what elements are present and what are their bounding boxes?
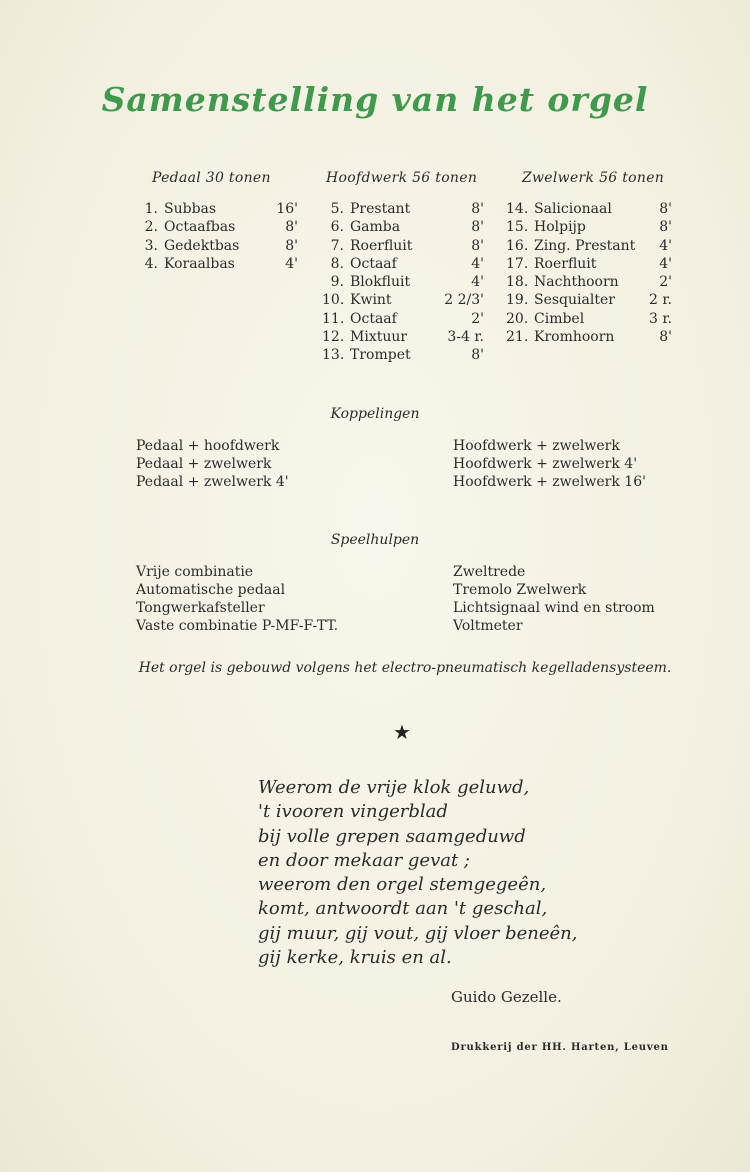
stop-name: Zing. Prestant: [534, 237, 636, 254]
stop-number: 4.: [144, 255, 158, 272]
poem-line: weerom den orgel stemgegeên,: [258, 874, 547, 896]
speelhulp-item: Tongwerkafsteller: [136, 600, 265, 616]
stop-name: Mixtuur: [350, 329, 408, 346]
poem: [258, 776, 577, 970]
koppelingen-left: [136, 437, 289, 491]
stop-name: Octaafbas: [164, 219, 236, 236]
stop-size: 2 2/3': [444, 292, 484, 309]
stop-name: Kromhoorn: [534, 329, 615, 346]
koppelingen-right: [453, 437, 646, 491]
pedaal-stop-list: [136, 200, 298, 273]
stop-size: 8': [659, 201, 672, 217]
stop-size: 8': [285, 219, 298, 236]
stop-name: Prestant: [350, 201, 411, 217]
speelhulpen-heading: Speelhulpen: [330, 532, 420, 548]
stop-row: [506, 255, 672, 273]
poem-line: komt, antwoordt aan 't geschal,: [258, 898, 548, 920]
stop-size: 16': [276, 201, 298, 217]
stop-size: 4': [471, 255, 484, 272]
zwelwerk-heading: Zwelwerk 56 tonen: [522, 170, 665, 186]
stop-size: 4': [285, 255, 298, 272]
koppeling-item: Hoofdwerk + zwelwerk 4': [453, 456, 638, 472]
stop-name: Cimbel: [534, 310, 585, 327]
stop-row: [136, 237, 298, 255]
stop-name: Gamba: [350, 219, 401, 236]
stop-row: [506, 200, 672, 218]
stop-number: 8.: [330, 255, 344, 272]
stop-row: [136, 255, 298, 273]
stop-name: Roerfluit: [350, 237, 413, 254]
koppeling-item: Pedaal + hoofdwerk: [136, 438, 280, 454]
hoofdwerk-column: [322, 170, 484, 365]
koppeling-item: Pedaal + zwelwerk: [136, 456, 272, 472]
stop-size: 8': [471, 201, 484, 217]
stop-row: [506, 291, 672, 309]
speelhulp-item: Automatische pedaal: [136, 582, 286, 598]
stop-number: 11.: [322, 310, 345, 327]
stop-number: 5.: [330, 201, 344, 217]
stop-size: 8': [285, 237, 298, 254]
stop-number: 6.: [330, 219, 344, 236]
koppelingen-heading: Koppelingen: [330, 406, 420, 422]
stop-number: 12.: [322, 329, 345, 346]
poem-line: Weerom de vrije klok geluwd,: [258, 777, 530, 798]
stop-size: 2': [659, 274, 672, 291]
stop-row: [136, 218, 298, 236]
stop-number: 17.: [506, 255, 529, 272]
stop-size: 8': [471, 347, 484, 364]
stop-name: Blokfluit: [350, 274, 411, 291]
koppeling-item: Hoofdwerk + zwelwerk 16': [453, 474, 646, 490]
stop-number: 19.: [506, 292, 529, 309]
poem-line: gij kerke, kruis en al.: [258, 947, 452, 969]
pedaal-column: [136, 170, 298, 273]
stop-row: [322, 218, 484, 236]
stop-size: 4': [659, 237, 672, 254]
stop-number: 7.: [330, 237, 344, 254]
stop-name: Trompet: [350, 347, 411, 364]
stop-size: 3 r.: [649, 310, 672, 327]
stop-size: 8': [471, 237, 484, 254]
hoofdwerk-heading: Hoofdwerk 56 tonen: [326, 170, 478, 186]
stop-size: 2': [471, 310, 484, 327]
stop-row: [322, 310, 484, 328]
stop-number: 3.: [144, 237, 158, 254]
stop-size: 8': [659, 329, 672, 346]
speelhulp-item: Vaste combinatie P-MF-F-TT.: [136, 618, 339, 634]
stop-name: Gedektbas: [164, 237, 240, 254]
speelhulp-item: Voltmeter: [453, 618, 523, 634]
stop-number: 2.: [144, 219, 158, 236]
stop-number: 13.: [322, 347, 345, 364]
stop-number: 9.: [330, 274, 344, 291]
stop-row: [506, 328, 672, 346]
stop-name: Salicionaal: [534, 201, 612, 217]
page-title: Samenstelling van het orgel: [101, 80, 649, 119]
poem-author: Guido Gezelle.: [451, 988, 562, 1006]
speelhulpen-left: [136, 563, 338, 635]
stop-row: [506, 273, 672, 291]
stop-row: [506, 218, 672, 236]
stop-size: 4': [471, 274, 484, 291]
stop-row: [322, 255, 484, 273]
stop-name: Holpijp: [534, 219, 586, 236]
stop-row: [506, 310, 672, 328]
stop-size: 8': [659, 219, 672, 236]
stop-row: [322, 237, 484, 255]
koppeling-item: Pedaal + zwelwerk 4': [136, 474, 289, 490]
hoofdwerk-stop-list: [322, 200, 484, 365]
stop-number: 14.: [506, 201, 529, 217]
stop-name: Roerfluit: [534, 255, 597, 272]
speelhulp-item: Zweltrede: [453, 564, 526, 580]
speelhulp-item: Lichtsignaal wind en stroom: [453, 600, 655, 616]
poem-line: 't ivooren vingerblad: [258, 801, 448, 823]
stop-row: [322, 291, 484, 309]
speelhulp-item: Tremolo Zwelwerk: [453, 582, 587, 598]
stop-number: 16.: [506, 237, 529, 254]
printer-credit: Drukkerij der HH. Harten, Leuven: [451, 1042, 669, 1053]
star-ornament-icon: ★: [393, 720, 411, 744]
stop-size: 8': [471, 219, 484, 236]
zwelwerk-stop-list: [506, 200, 672, 346]
speelhulp-item: Vrije combinatie: [136, 564, 254, 580]
stop-name: Koraalbas: [164, 255, 235, 272]
stop-row: [322, 273, 484, 291]
stop-row: [136, 200, 298, 218]
stop-name: Subbas: [164, 201, 217, 217]
stop-name: Sesquialter: [534, 292, 615, 309]
poem-line: bij volle grepen saamgeduwd: [258, 825, 526, 847]
stop-name: Octaaf: [350, 310, 397, 327]
stop-number: 10.: [322, 292, 345, 309]
stop-number: 21.: [506, 329, 529, 346]
stop-number: 15.: [506, 219, 529, 236]
stop-size: 4': [659, 255, 672, 272]
stop-row: [322, 328, 484, 346]
stop-name: Octaaf: [350, 255, 397, 272]
stop-row: [322, 200, 484, 218]
stop-number: 18.: [506, 274, 529, 291]
poem-line: gij muur, gij vout, gij vloer beneên,: [258, 922, 578, 944]
stop-size: 2 r.: [649, 292, 672, 309]
stop-name: Nachthoorn: [534, 274, 619, 291]
stop-number: 20.: [506, 310, 529, 327]
stop-name: Kwint: [350, 292, 392, 309]
pedaal-heading: Pedaal 30 tonen: [152, 170, 271, 186]
zwelwerk-column: [506, 170, 672, 346]
stop-size: 3-4 r.: [447, 329, 484, 346]
speelhulpen-right: [453, 563, 655, 635]
stop-number: 1.: [144, 201, 158, 217]
stop-row: [322, 346, 484, 364]
poem-line: en door mekaar gevat ;: [258, 849, 471, 871]
koppeling-item: Hoofdwerk + zwelwerk: [453, 438, 620, 454]
stop-row: [506, 237, 672, 255]
construction-note: Het orgel is gebouwd volgens het electro-pneumatisch kegelladensysteem.: [138, 660, 672, 676]
